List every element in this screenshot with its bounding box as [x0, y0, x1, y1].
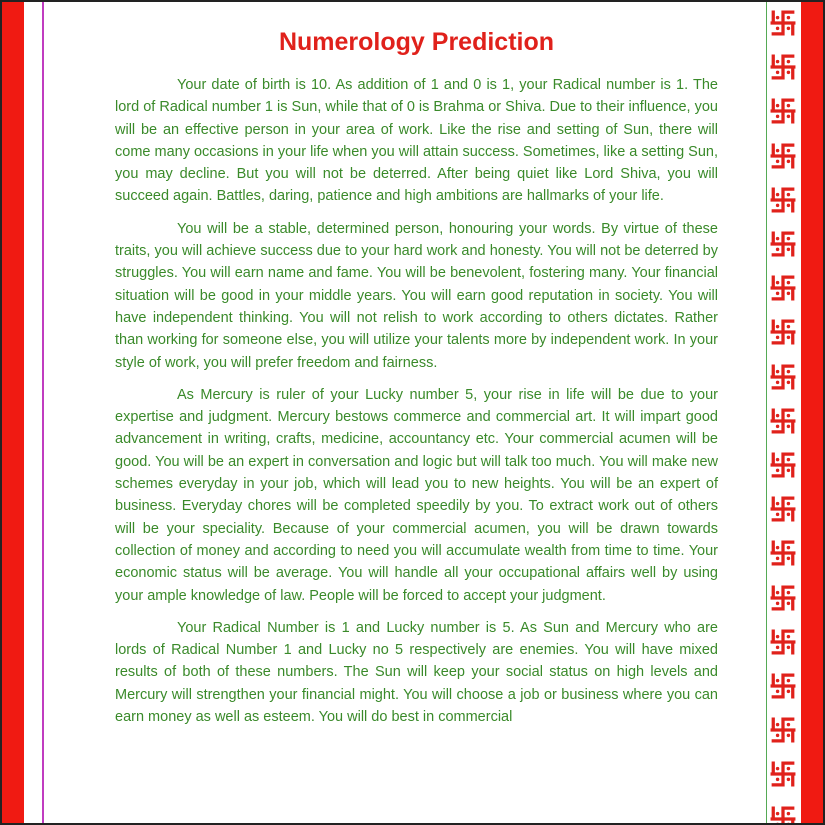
swastika-icon	[770, 54, 796, 80]
swastika-icon	[770, 364, 796, 390]
swastika-icon	[770, 98, 796, 124]
swastika-icon	[770, 452, 796, 478]
right-border-bar	[801, 2, 823, 823]
paragraph: Your Radical Number is 1 and Lucky number is 5. As Sun and Mercury who are lords of Radical Number 1 and Lucky no 5 respectively are enemies. You will have mixed results of both of these numbers. The Sun will keep your social status on high levels and Mercury will strengthen your financial might. You will choose a job or business where you can earn money as well as esteem. You will do best in commercial	[115, 619, 718, 726]
swastika-icon	[770, 585, 796, 611]
swastika-icon	[770, 187, 796, 213]
swastika-icon	[770, 143, 796, 169]
swastika-icon	[770, 275, 796, 301]
paragraph: Your date of birth is 10. As addition of 1 and 0 is 1, your Radical number is 1. The lord of Radical number 1 is Sun, while that of 0 is Brahma or Shiva. Due to their influence, you will be an effective person in your area of work. Like the rise and setting of Sun, there will come many occasions in your life when you will attain success. Sometimes, like a setting Sun, you may decline. But you will not be deterred. After being quiet like Lord Shiva, you will succeed again. Battles, daring, patience and high ambitions are hallmarks of your life.	[115, 77, 718, 205]
swastika-icon	[770, 806, 796, 825]
swastika-icon	[770, 231, 796, 257]
swastika-icon	[770, 319, 796, 345]
swastika-symbol-column	[767, 2, 799, 823]
swastika-icon	[770, 673, 796, 699]
swastika-icon	[770, 761, 796, 787]
paragraph: As Mercury is ruler of your Lucky number 5, your rise in life will be due to your expertise and judgment. Mercury bestows commerce and commercial art. It will impart good advancement in writing, crafts, medicine, accountancy etc. Your commercial acumen will be good. You will be an expert in conversation and logic but will talk too much. You will make new schemes everyday in your job, which will lead you to new heights. You will be an expert of business. Everyday chores will be completed speedily by you. To extract work out of others will be your speciality. Because of your commercial acumen, you will be drawn towards collection of money and according to need you will accumulate wealth from time to time. Your economic status will be average. You will handle all your occupational affairs well by using your ample knowledge of law. People will be forced to accept your judgment.	[115, 386, 718, 604]
page-title: Numerology Prediction	[278, 28, 555, 56]
document-content	[115, 24, 718, 738]
left-border-bar	[2, 2, 24, 823]
swastika-icon	[770, 540, 796, 566]
swastika-icon	[770, 10, 796, 36]
swastika-icon	[770, 717, 796, 743]
swastika-icon	[770, 629, 796, 655]
left-margin-line	[42, 2, 44, 823]
swastika-icon	[770, 496, 796, 522]
paragraph: You will be a stable, determined person, honouring your words. By virtue of these traits, you will achieve success due to your hard work and honesty. You will not be deterred by struggles. You will earn name and fame. You will be benevolent, fostering many. Your financial situation will be good in your middle years. You will earn good reputation in society. You will have independent thinking. You will not relish to work according to others dictates. Rather than working for someone else, you will utilize your talents more by independent work. In your style of work, you will prefer freedom and fairness.	[115, 220, 718, 371]
swastika-icon	[770, 408, 796, 434]
